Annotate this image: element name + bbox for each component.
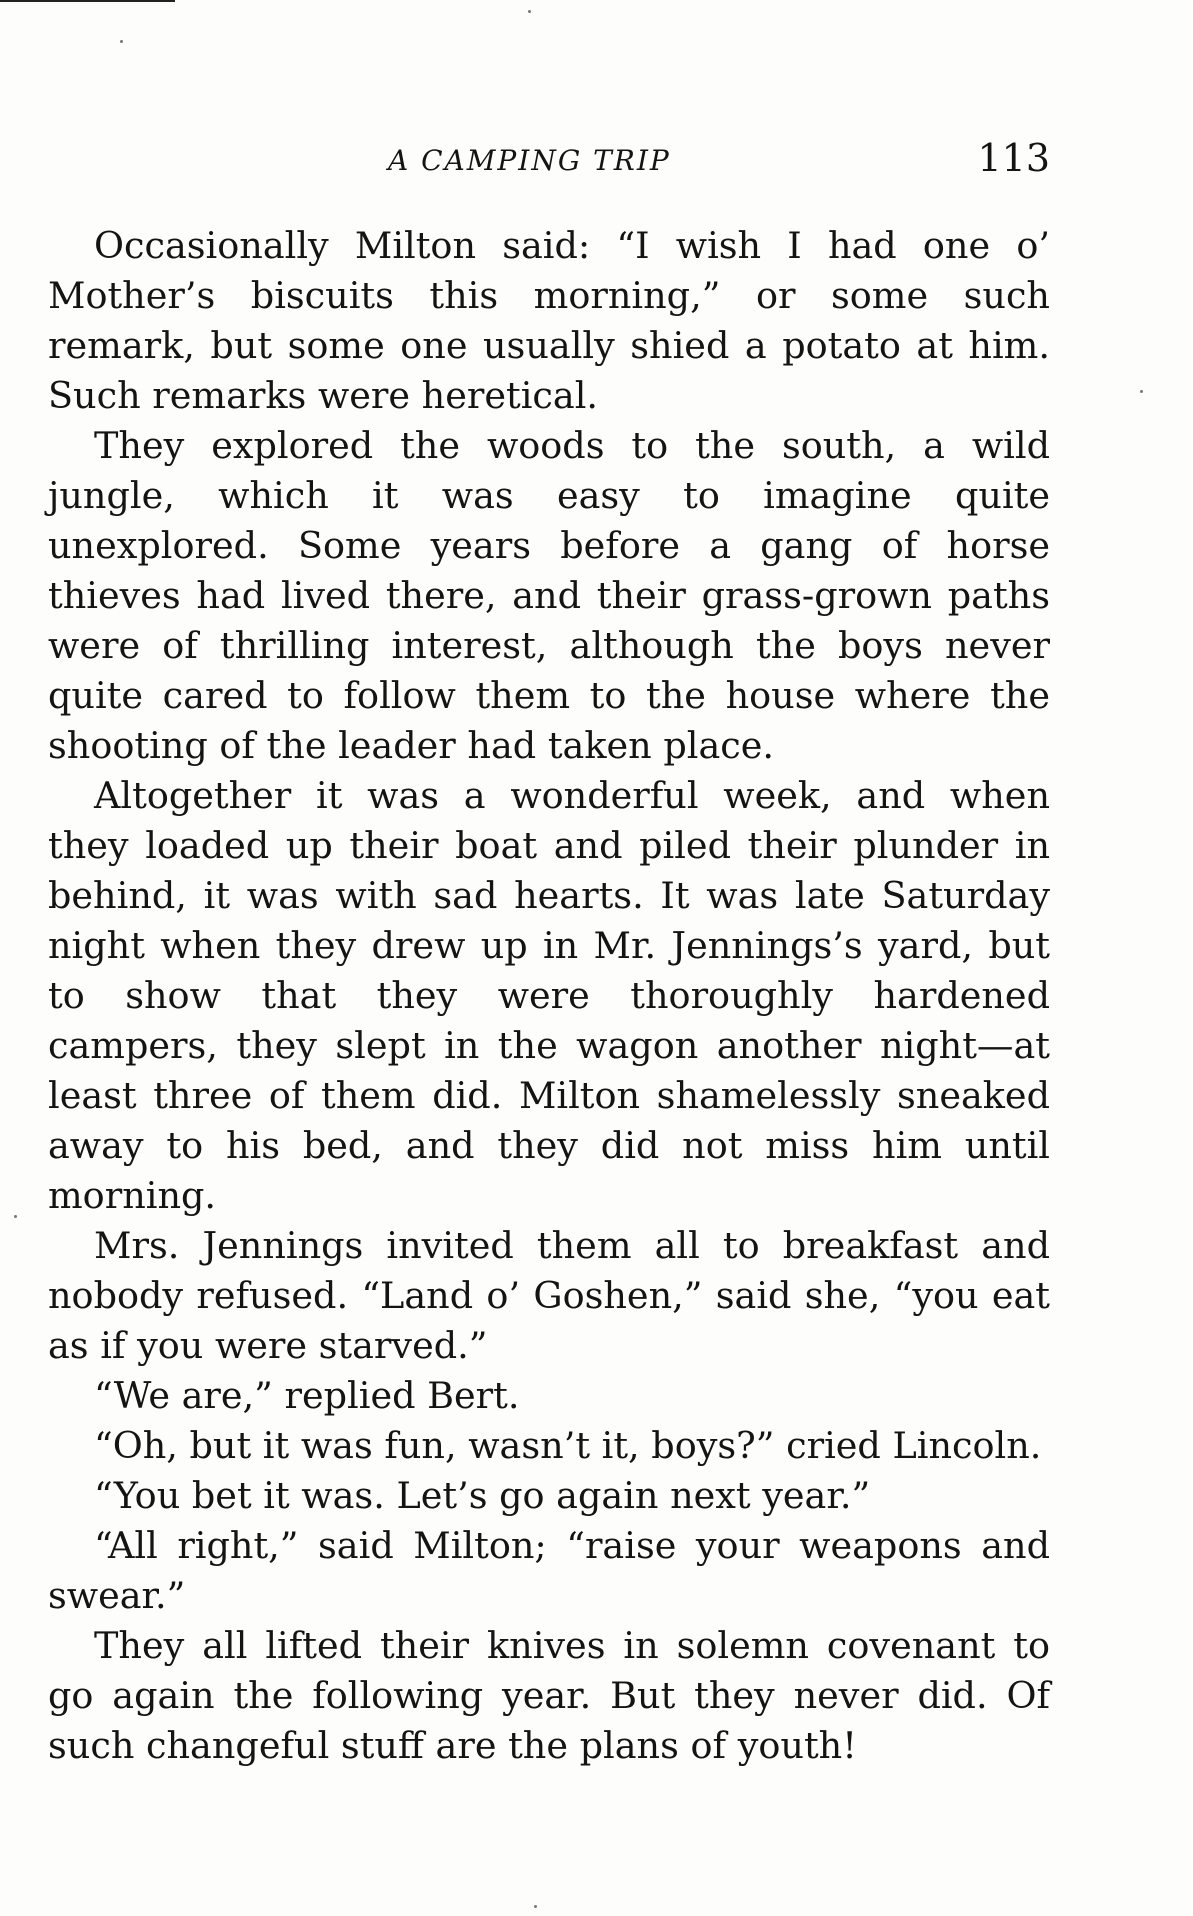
body-text — [48, 221, 1050, 1771]
paragraph-5: “We are,” replied Bert. — [94, 1374, 520, 1417]
paragraph-4: Mrs. Jennings invited them all to breakfast and nobody refused. “Land o’ Goshen,” said she, “you eat as if you were starved.” — [48, 1224, 1050, 1367]
scan-speck — [14, 1215, 17, 1218]
paragraph-6: “Oh, but it was fun, wasn’t it, boys?” cried Lincoln. — [94, 1424, 1042, 1467]
paragraph-9: They all lifted their knives in solemn covenant to go again the following year. But they never did. Of such changeful stuff are the plans of youth! — [48, 1624, 1050, 1767]
page-number: 113 — [977, 136, 1050, 180]
paragraph-1: Occasionally Milton said: “I wish I had one o’ Mother’s biscuits this morning,” or some such remark, but some one usually shied a potato at him. Such remarks were heretical. — [48, 224, 1050, 417]
paragraph-2: They explored the woods to the south, a wild jungle, which it was easy to imagine quite unexplored. Some years before a gang of horse thieves had lived there, and their grass-grown paths were of thrilling interest, although the boys never quite cared to follow them to the house where the shooting of the leader had taken place. — [48, 424, 1050, 767]
running-head — [48, 136, 1050, 186]
scan-speck — [120, 40, 123, 43]
scan-edge-rule — [0, 0, 175, 2]
paragraph-7: “You bet it was. Let’s go again next year.” — [94, 1474, 871, 1517]
paragraph-8: “All right,” said Milton; “raise your weapons and swear.” — [48, 1524, 1050, 1617]
running-title: A CAMPING TRIP — [388, 144, 671, 177]
scan-speck — [528, 10, 531, 13]
scan-speck — [534, 1905, 537, 1908]
paragraph-3: Altogether it was a wonderful week, and when they loaded up their boat and piled their plunder in behind, it was with sad hearts. It was late Saturday night when they drew up in Mr. Jennings’s yard, but to show that they were thoroughly hardened campers, they slept in the wagon another night—at least three of them did. Milton shamelessly sneaked away to his bed, and they did not miss him until morning. — [48, 774, 1050, 1217]
scan-speck — [1140, 390, 1143, 393]
